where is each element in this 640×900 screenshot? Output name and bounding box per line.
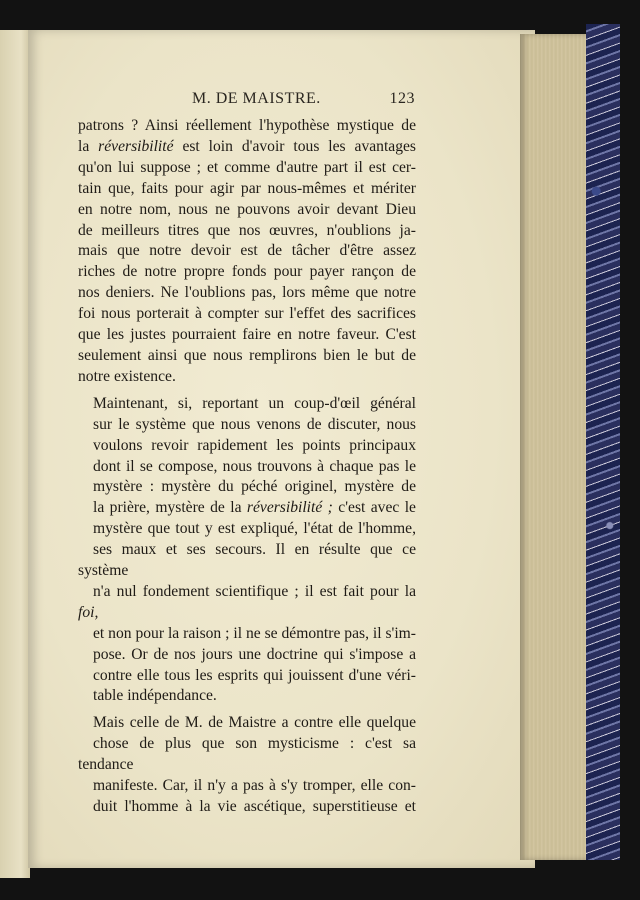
text-line: n'a nul fondement scientifique ; il est fait pour la foi,: [78, 582, 416, 621]
running-header: [80, 90, 415, 112]
text-line: voulons revoir rapidement les points principaux: [93, 436, 416, 454]
text-line: mystère que tout y est expliqué, l'état de l'homme,: [93, 520, 416, 538]
text-line: en notre nom, nous ne pouvons avoir devant Dieu: [78, 200, 416, 218]
text-line: que les justes pourraient faire en notre faveur. C'est: [78, 326, 416, 344]
text-line: contre elle tous les esprits qui jouissent d'une véri-: [93, 666, 416, 684]
text-line: Mais celle de M. de Maistre a contre elle quelque: [93, 714, 416, 732]
text-line: chose de plus que son mysticisme : c'est sa tendance: [78, 735, 416, 774]
paragraph: [78, 116, 416, 388]
text-line: mais que notre devoir est de tâcher d'être assez: [78, 242, 416, 260]
paragraph: [78, 713, 416, 818]
text-line: ses maux et ses secours. Il en résulte que ce système: [78, 541, 416, 580]
text-line: duit l'homme à la vie ascétique, superstitieuse et: [93, 798, 416, 815]
text-line: sur le système que nous venons de discuter, nous: [93, 415, 416, 433]
text-line: pose. Or de nos jours une doctrine qui s'impose a: [93, 645, 416, 663]
text-line: de meilleurs titres que nos œuvres, n'oublions ja-: [78, 221, 416, 239]
text-line: la réversibilité est loin d'avoir tous les avantages: [78, 137, 416, 155]
text-line: dont il se compose, nous trouvons à chaque pas le: [93, 457, 416, 475]
text-line: qu'on lui suppose ; et comme d'autre part il est cer-: [78, 158, 416, 176]
body-text: [78, 116, 416, 818]
paragraph: [78, 394, 416, 708]
text-line: table indépendance.: [93, 687, 217, 705]
text-line: foi nous porterait à compter sur l'effet des sacrifices: [78, 305, 416, 323]
text-line: mystère : mystère du péché originel, mystère de: [93, 478, 416, 496]
facing-page-edge: [0, 30, 30, 878]
marbled-cover: [586, 24, 620, 860]
text-line: nos deniers. Ne l'oublions pas, lors même que notre: [78, 284, 416, 302]
text-line: Maintenant, si, reportant un coup-d'œil général: [93, 394, 416, 412]
text-line: manifeste. Car, il n'y a pas à s'y tromper, elle con-: [93, 777, 416, 795]
running-title: M. DE MAISTRE.: [192, 90, 321, 107]
text-line: la prière, mystère de la réversibilité ; c'est avec le: [93, 499, 416, 517]
text-line: seulement ainsi que nous remplirons bien le but de: [78, 346, 416, 364]
text-line: notre existence.: [78, 367, 176, 385]
text-line: tain que, faits pour agir par nous-mêmes et mériter: [78, 179, 416, 197]
text-line: patrons ? Ainsi réellement l'hypothèse mystique de: [78, 117, 416, 134]
page-number: 123: [389, 90, 415, 107]
text-line: et non pour la raison ; il ne se démontre pas, il s'im-: [93, 624, 416, 642]
text-line: riches de notre propre fonds pour payer rançon de: [78, 263, 416, 281]
